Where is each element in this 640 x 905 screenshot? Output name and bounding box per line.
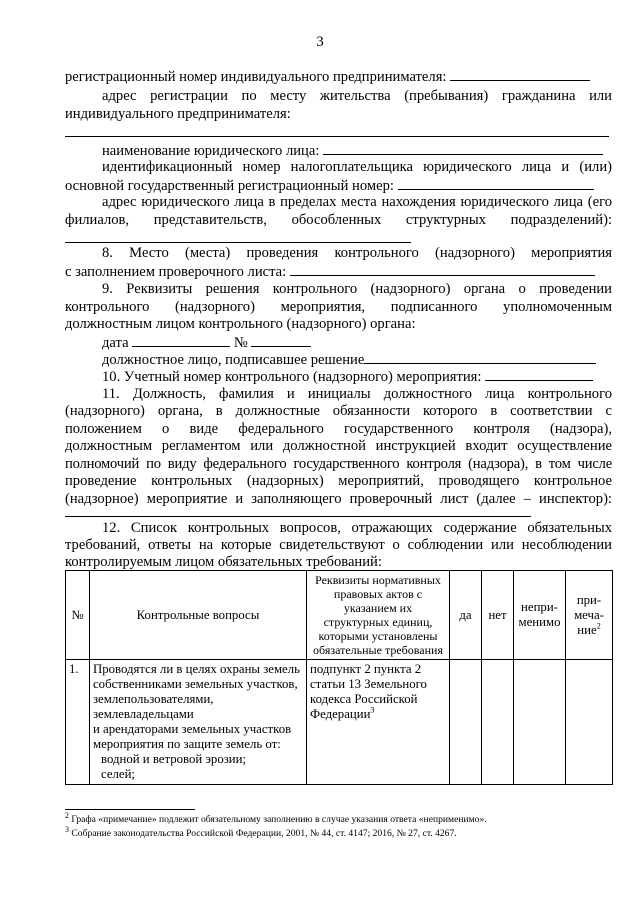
row-requisites: подпункт 2 пункта 2 статьи 13 Земельного кодекса Российской Федерации$^3$ bbox=[307, 660, 450, 785]
cell-not-applicable[interactable] bbox=[514, 660, 566, 785]
line-registration-number: регистрационный номер индивидуального предпринимателя: bbox=[65, 68, 590, 86]
line-inspector-2: (надзорного) органа, в должностные обязанности которого в соответствии с bbox=[65, 403, 612, 419]
line-questions-3: контролируемым лицом обязательных требований: bbox=[65, 554, 382, 570]
line-checklist-fill: с заполнением проверочного листа: bbox=[65, 263, 595, 281]
header-note: при- меча- ние$^2$ bbox=[566, 571, 613, 660]
line-individual-entrepreneur: индивидуального предпринимателя: bbox=[65, 106, 291, 122]
line-date-number: дата № bbox=[102, 334, 311, 352]
header-questions: Контрольные вопросы bbox=[90, 571, 307, 660]
table-header-row bbox=[66, 571, 613, 660]
row-number: 1. bbox=[66, 660, 90, 785]
line-ogrn: основной государственный регистрационный номер: bbox=[65, 177, 594, 195]
blank-line bbox=[65, 136, 609, 137]
footnote-2: $^2$ Графа «примечание» подлежит обязательному заполнению в случае указания ответа «неприменимо». bbox=[65, 810, 487, 825]
row-question: Проводятся ли в целях охраны земель собственниками земельных участков, землепользователями, землевладельцами и арендаторами земельных участков мероприятия по защите земель от: водной и ветровой эрозии; селей; bbox=[90, 660, 307, 785]
header-no: нет bbox=[482, 571, 514, 660]
line-legal-address: адрес юридического лица в пределах места нахождения юридического лица (его bbox=[102, 194, 612, 210]
line-signing-official: должностное лицо, подписавшее решение bbox=[102, 351, 596, 369]
footnote-3: $^3$ Собрание законодательства Российской Федерации, 2001, № 44, ст. 4147; 2016, № 27, ст. 4267. bbox=[65, 824, 457, 839]
line-decision-3: должностным лицом контрольного (надзорного) органа: bbox=[65, 316, 416, 332]
line-address-individual: адрес регистрации по месту жительства (пребывания) гражданина или bbox=[102, 88, 612, 104]
line-decision-2: контрольного (надзорного) мероприятия, подписанного уполномоченным bbox=[65, 299, 612, 315]
header-number: № bbox=[66, 571, 90, 660]
checklist-table bbox=[65, 570, 613, 785]
line-tax-id: идентификационный номер налогоплательщика юридического лица и (или) bbox=[102, 159, 612, 175]
header-requisites: Реквизиты нормативных правовых актов с указанием их структурных единиц, которыми установлены обязательные требования bbox=[307, 571, 450, 660]
line-branches: филиалов, представительств, обособленных структурных подразделений): bbox=[65, 212, 612, 228]
blank-line bbox=[65, 516, 531, 517]
item-12-questions: 12. Список контрольных вопросов, отражающих содержание обязательных bbox=[102, 520, 612, 536]
line-legal-entity-name: наименование юридического лица: bbox=[102, 142, 603, 160]
line-inspector-7: (надзорное) мероприятие и заполняющего проверочный лист (далее – инспектор): bbox=[65, 491, 612, 507]
line-inspector-5: полномочий по виду федерального государственного контроля (надзора), в том числе bbox=[65, 456, 612, 472]
item-11-inspector: 11. Должность, фамилия и инициалы должностного лица контрольного bbox=[102, 386, 612, 402]
header-not-applicable: непри- менимо bbox=[514, 571, 566, 660]
table-row bbox=[66, 660, 613, 785]
item-8-place: 8. Место (места) проведения контрольного (надзорного) мероприятия bbox=[102, 245, 612, 261]
footnote-separator bbox=[65, 809, 195, 810]
blank-line bbox=[65, 242, 411, 243]
cell-no[interactable] bbox=[482, 660, 514, 785]
line-questions-2: требований, ответы на которые свидетельствуют о соблюдении или несоблюдении bbox=[65, 537, 612, 553]
item-10-record-number: 10. Учетный номер контрольного (надзорного) мероприятия: bbox=[102, 368, 593, 386]
line-inspector-4: должностным регламентом или должностной инструкцией входит осуществление bbox=[65, 438, 612, 454]
header-yes: да bbox=[450, 571, 482, 660]
cell-note[interactable] bbox=[566, 660, 613, 785]
line-inspector-6: проведение контрольных (надзорных) мероприятий, проводящего контрольное bbox=[65, 473, 612, 489]
item-9-decision: 9. Реквизиты решения контрольного (надзорного) органа о проведении bbox=[102, 281, 612, 297]
page-number: 3 bbox=[316, 34, 324, 50]
line-inspector-3: положением о виде федерального государственного контроля (надзора), bbox=[65, 421, 612, 437]
cell-yes[interactable] bbox=[450, 660, 482, 785]
